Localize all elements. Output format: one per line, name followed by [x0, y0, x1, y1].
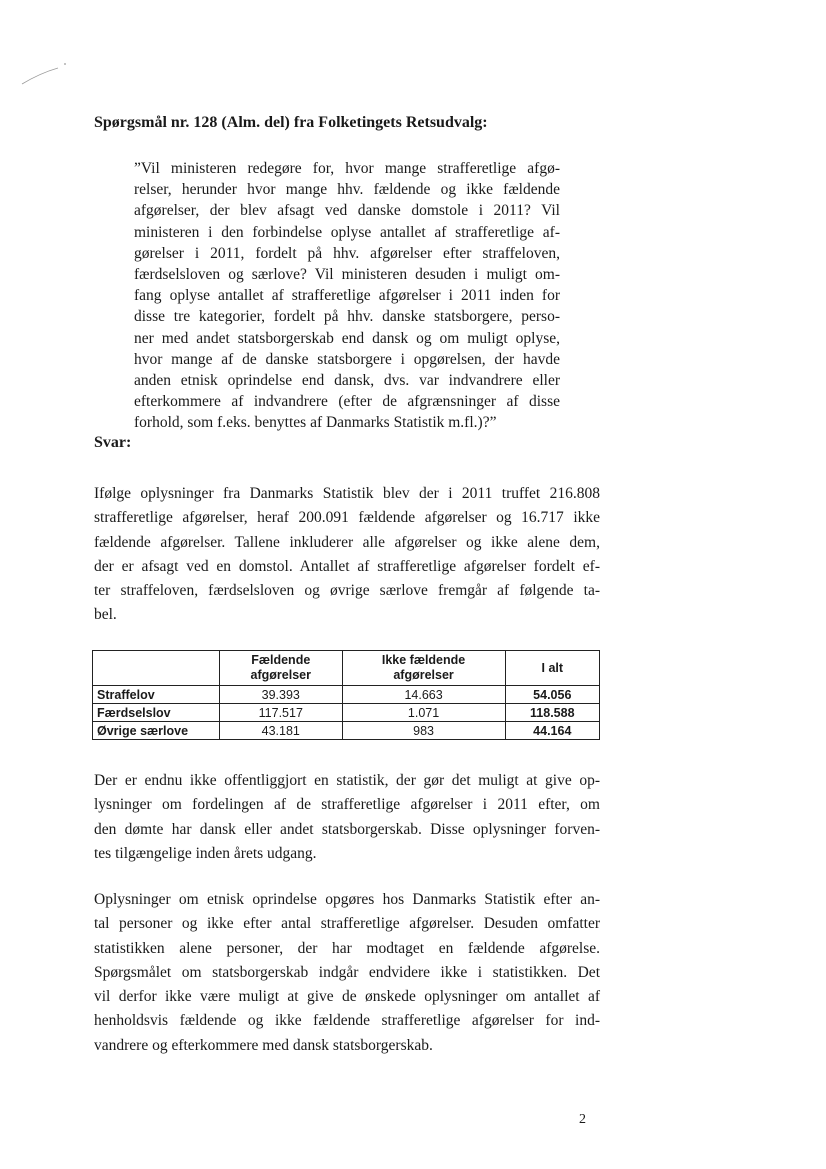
paragraph-line: Ifølge oplysninger fra Danmarks Statistik blev der i 2011 truffet 216.808 — [94, 485, 600, 502]
table-row — [93, 704, 600, 722]
cell-total: 118.588 — [505, 704, 599, 722]
cell-total: 54.056 — [505, 686, 599, 704]
page-number: 2 — [579, 1112, 586, 1127]
paragraph-line: ter straffeloven, færdselsloven og øvrige særlove fremgår af følgende ta- — [94, 582, 600, 600]
paragraph-line: tes tilgængelige inden årets udgang. — [94, 844, 317, 862]
question-line: forhold, som f.eks. benyttes af Danmarks Statistik m.fl.)?” — [134, 414, 497, 432]
header-text: Ikke fældende — [381, 653, 466, 667]
table-row — [93, 722, 600, 740]
question-line: ner med andet statsborgerskab end dansk og om muligt oplyse, — [134, 329, 560, 347]
table-row — [93, 686, 600, 704]
paragraph-line: statistikken alene personer, der har modtaget en fældende afgørelse. — [94, 939, 600, 957]
paragraph-line: vandrere og efterkommere med dansk statsborgerskab. — [94, 1036, 433, 1054]
answer-paragraph-2 — [94, 769, 600, 866]
question-line: færdselsloven og særlove? Vil ministeren desuden i muligt om- — [134, 266, 560, 284]
cell-ikke-faeldende: 1.071 — [342, 704, 505, 722]
question-line: hvor mange af de danske statsborgere i opgørelsen, der havde — [134, 350, 560, 368]
table-header-row — [93, 651, 600, 686]
question-line: relser, herunder hvor mange hhv. fældende og ikke fældende — [134, 181, 560, 199]
cell-ikke-faeldende: 983 — [342, 722, 505, 740]
paragraph-line: vil derfor ikke være muligt at give de ønskede oplysninger om antallet af — [94, 988, 600, 1006]
cell-total: 44.164 — [505, 722, 599, 740]
paragraph-line: den dømte har dansk eller andet statsborgerskab. Disse oplysninger forven- — [94, 820, 600, 838]
header-text: Fældende — [251, 653, 311, 667]
question-line: efterkommere af indvandrere (efter de afgrænsninger af disse — [134, 393, 560, 411]
answer-paragraph-3 — [94, 888, 600, 1058]
question-quote — [134, 158, 560, 434]
question-line: anden etnisk oprindelse end dansk, dvs. var indvandrere eller — [134, 372, 560, 390]
cell-ikke-faeldende: 14.663 — [342, 686, 505, 704]
answer-label: Svar: — [94, 434, 132, 451]
header-empty-cell — [93, 651, 220, 686]
row-label: Færdselslov — [93, 704, 220, 722]
cell-faeldende: 43.181 — [220, 722, 343, 740]
paragraph-line: der er afsagt ved en domstol. Antallet af strafferetlige afgørelser fordelt ef- — [94, 557, 600, 575]
question-line: gørelser i 2011, fordelt på hhv. afgørelser efter straffeloven, — [134, 244, 560, 262]
paragraph-line: strafferetlige afgørelser, heraf 200.091 fældende afgørelser og 16.717 ikke — [94, 509, 600, 527]
paragraph-line: bel. — [94, 606, 117, 624]
header-text: afgørelser — [250, 668, 311, 682]
row-label: Straffelov — [93, 686, 220, 704]
paragraph-line: tal personer og ikke efter antal strafferetlige afgørelser. Desuden omfatter — [94, 915, 600, 933]
header-ikke-faeldende — [342, 651, 505, 686]
question-line: ministeren i den forbindelse oplyse antallet af strafferetlige af- — [134, 223, 560, 241]
paragraph-line: lysninger om fordelingen af de strafferetlige afgørelser i 2011 efter, om — [94, 796, 600, 814]
cell-faeldende: 39.393 — [220, 686, 343, 704]
row-label: Øvrige særlove — [93, 722, 220, 740]
document-heading: Spørgsmål nr. 128 (Alm. del) fra Folketingets Retsudvalg: — [94, 114, 488, 131]
question-line: ”Vil ministeren redegøre for, hvor mange strafferetlige afgø- — [134, 160, 560, 177]
header-text: afgørelser — [393, 668, 454, 682]
answer-paragraph-1 — [94, 482, 600, 628]
scan-mark — [18, 58, 78, 88]
header-i-alt: I alt — [505, 651, 599, 686]
header-faeldende — [220, 651, 343, 686]
paragraph-line: fældende afgørelser. Tallene inkluderer alle afgørelser og ikke alene dem, — [94, 533, 600, 551]
paragraph-line: Der er endnu ikke offentliggjort en statistik, der gør det muligt at give op- — [94, 772, 600, 789]
cell-faeldende: 117.517 — [220, 704, 343, 722]
paragraph-line: Oplysninger om etnisk oprindelse opgøres hos Danmarks Statistik efter an- — [94, 891, 600, 908]
question-line: disse tre kategorier, fordelt på hhv. danske statsborgere, perso- — [134, 308, 560, 326]
question-line: afgørelser, der blev afsagt ved danske domstole i 2011? Vil — [134, 202, 560, 220]
paragraph-line: Spørgsmålet om statsborgerskab indgår endvidere ikke i statistikken. Det — [94, 963, 600, 981]
decisions-table — [92, 650, 600, 740]
question-line: fang oplyse antallet af strafferetlige afgørelser i 2011 inden for — [134, 287, 560, 305]
paragraph-line: henholdsvis fældende og ikke fældende strafferetlige afgørelser for ind- — [94, 1012, 600, 1030]
